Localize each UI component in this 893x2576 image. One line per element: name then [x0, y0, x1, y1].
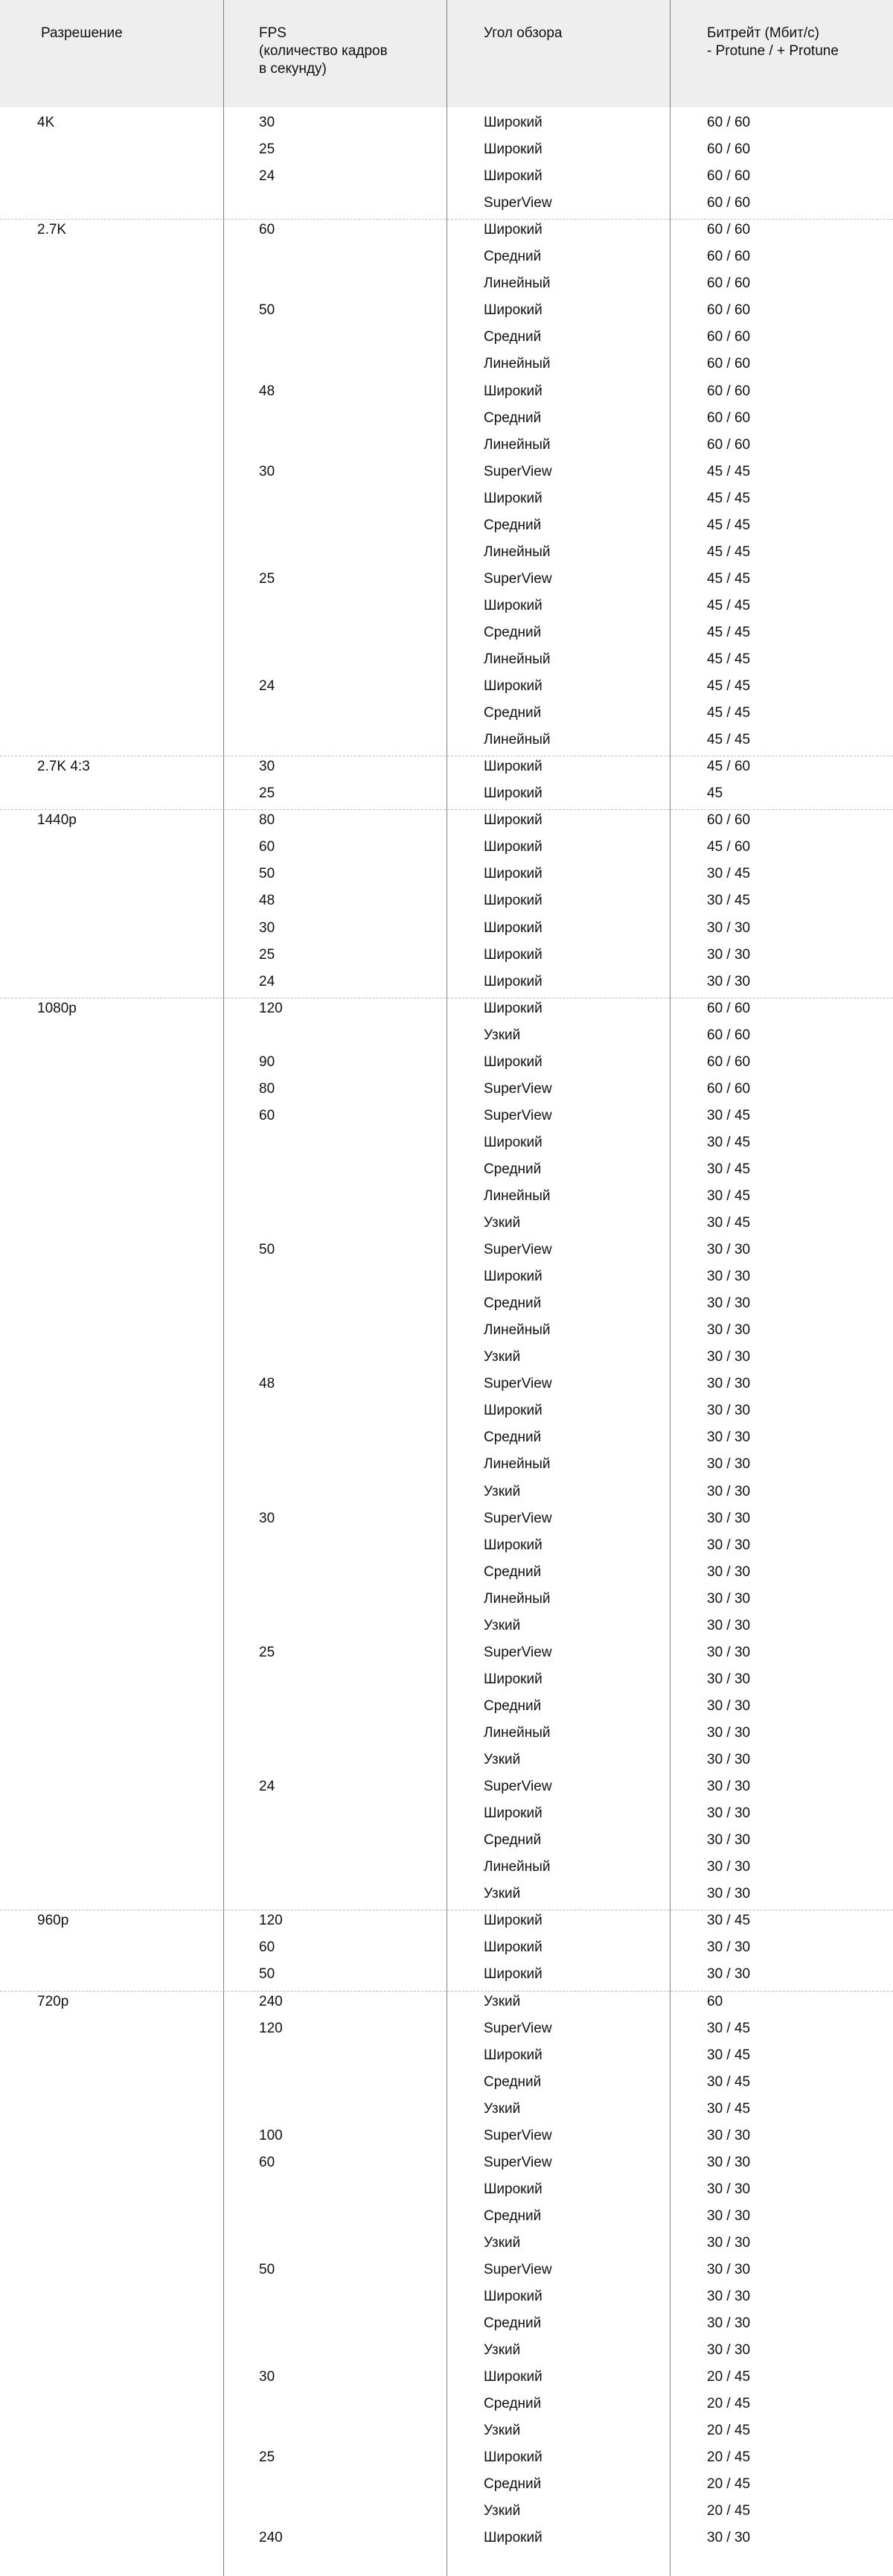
fov-cell: Широкий	[484, 866, 542, 881]
bitrate-cell: 30 / 30	[707, 2155, 751, 2170]
fps-cell: 240	[259, 1994, 283, 2009]
fov-cell: Линейный	[484, 1859, 551, 1875]
bitrate-cell: 30 / 30	[707, 2342, 751, 2358]
bitrate-cell: 30 / 45	[707, 2101, 751, 2117]
resolution-cell: 4K	[37, 115, 55, 130]
fov-cell: Узкий	[484, 1994, 521, 2009]
fov-cell: Широкий	[484, 1537, 542, 1553]
fps-cell: 30	[259, 464, 275, 479]
fov-cell: Средний	[484, 1429, 542, 1445]
bitrate-cell: 30 / 30	[707, 2235, 751, 2251]
fov-cell: Широкий	[484, 491, 542, 506]
fov-cell: Узкий	[484, 2342, 521, 2358]
group-separator	[0, 1991, 893, 1992]
fps-cell: 60	[259, 1939, 275, 1955]
fov-cell: SuperView	[484, 1779, 552, 1794]
fov-cell: SuperView	[484, 1376, 552, 1391]
bitrate-cell: 30 / 30	[707, 974, 751, 989]
fov-cell: Широкий	[484, 2181, 542, 2197]
bitrate-cell: 60 / 60	[707, 1081, 751, 1097]
fps-cell: 60	[259, 2155, 275, 2170]
fov-cell: Средний	[484, 1295, 542, 1311]
fov-cell: Широкий	[484, 383, 542, 399]
bitrate-cell: 45 / 45	[707, 625, 751, 640]
column-divider	[446, 0, 447, 2576]
fps-cell: 25	[259, 571, 275, 587]
fps-cell: 60	[259, 839, 275, 855]
bitrate-cell: 30 / 30	[707, 1966, 751, 1982]
bitrate-cell: 30 / 30	[707, 1484, 751, 1499]
bitrate-cell: 30 / 30	[707, 1429, 751, 1445]
column-divider	[223, 0, 224, 2576]
bitrate-cell: 30 / 30	[707, 2289, 751, 2304]
bitrate-cell: 60 / 60	[707, 812, 751, 828]
fov-cell: SuperView	[484, 1081, 552, 1097]
bitrate-cell: 60 / 60	[707, 168, 751, 184]
fov-cell: SuperView	[484, 1511, 552, 1526]
fps-cell: 25	[259, 2449, 275, 2465]
fov-cell: Средний	[484, 1832, 542, 1848]
fov-cell: Линейный	[484, 544, 551, 560]
bitrate-cell: 30 / 30	[707, 1725, 751, 1741]
bitrate-cell: 30 / 30	[707, 2208, 751, 2224]
bitrate-cell: 45 / 45	[707, 544, 751, 560]
resolution-cell: 1440p	[37, 812, 77, 828]
fov-cell: Широкий	[484, 1913, 542, 1928]
bitrate-cell: 60 / 60	[707, 356, 751, 372]
bitrate-cell: 30 / 30	[707, 1295, 751, 1311]
group-separator	[0, 809, 893, 810]
fov-cell: Широкий	[484, 1001, 542, 1016]
bitrate-cell: 30 / 30	[707, 1269, 751, 1284]
bitrate-cell: 30 / 45	[707, 866, 751, 881]
fps-cell: 60	[259, 222, 275, 237]
fov-cell: Средний	[484, 2315, 542, 2331]
fps-cell: 30	[259, 2369, 275, 2385]
bitrate-cell: 60	[707, 1994, 723, 2009]
fov-cell: Широкий	[484, 893, 542, 908]
bitrate-cell: 45 / 45	[707, 651, 751, 667]
header-resolution: Разрешение	[41, 25, 123, 41]
fov-cell: SuperView	[484, 1242, 552, 1257]
fov-cell: Широкий	[484, 1939, 542, 1955]
fov-cell: Линейный	[484, 1456, 551, 1472]
fps-cell: 30	[259, 115, 275, 130]
bitrate-cell: 20 / 45	[707, 2476, 751, 2492]
fov-cell: Широкий	[484, 947, 542, 963]
bitrate-cell: 30 / 30	[707, 1564, 751, 1580]
bitrate-cell: 45 / 60	[707, 759, 751, 774]
fov-cell: SuperView	[484, 195, 552, 211]
fov-cell: Узкий	[484, 1752, 521, 1767]
bitrate-cell: 30 / 30	[707, 2128, 751, 2143]
fps-cell: 50	[259, 302, 275, 318]
bitrate-cell: 30 / 30	[707, 920, 751, 936]
bitrate-cell: 30 / 45	[707, 1215, 751, 1231]
fov-cell: Широкий	[484, 2530, 542, 2545]
fps-cell: 48	[259, 1376, 275, 1391]
fov-cell: Широкий	[484, 812, 542, 828]
fov-cell: Линейный	[484, 1188, 551, 1204]
fov-cell: SuperView	[484, 2262, 552, 2277]
bitrate-cell: 60 / 60	[707, 383, 751, 399]
fov-cell: Узкий	[484, 2503, 521, 2519]
bitrate-cell: 30 / 30	[707, 1376, 751, 1391]
bitrate-cell: 30 / 30	[707, 1403, 751, 1418]
fps-cell: 50	[259, 1242, 275, 1257]
fps-cell: 25	[259, 947, 275, 963]
fov-cell: Средний	[484, 410, 542, 426]
bitrate-cell: 30 / 30	[707, 1591, 751, 1607]
fps-cell: 24	[259, 678, 275, 694]
fov-cell: Средний	[484, 2476, 542, 2492]
fps-cell: 120	[259, 2021, 283, 2036]
bitrate-cell: 45 / 45	[707, 571, 751, 587]
fov-cell: Широкий	[484, 2369, 542, 2385]
bitrate-cell: 60 / 60	[707, 437, 751, 453]
bitrate-cell: 30 / 45	[707, 1913, 751, 1928]
fps-cell: 80	[259, 1081, 275, 1097]
bitrate-cell: 45 / 60	[707, 839, 751, 855]
bitrate-cell: 60 / 60	[707, 141, 751, 157]
fps-cell: 24	[259, 1779, 275, 1794]
fps-cell: 25	[259, 1645, 275, 1660]
bitrate-cell: 30 / 30	[707, 1752, 751, 1767]
bitrate-cell: 30 / 45	[707, 1188, 751, 1204]
fov-cell: SuperView	[484, 2021, 552, 2036]
bitrate-cell: 30 / 30	[707, 1349, 751, 1365]
fov-cell: Широкий	[484, 598, 542, 613]
fov-cell: Узкий	[484, 2235, 521, 2251]
bitrate-cell: 30 / 30	[707, 1779, 751, 1794]
bitrate-cell: 30 / 45	[707, 2021, 751, 2036]
fov-cell: Средний	[484, 1161, 542, 1177]
bitrate-cell: 30 / 30	[707, 1939, 751, 1955]
bitrate-cell: 30 / 30	[707, 1832, 751, 1848]
bitrate-cell: 30 / 30	[707, 1456, 751, 1472]
fov-cell: Широкий	[484, 785, 542, 801]
fov-cell: Узкий	[484, 2101, 521, 2117]
bitrate-cell: 20 / 45	[707, 2423, 751, 2438]
resolution-cell: 720p	[37, 1994, 69, 2009]
fps-cell: 48	[259, 893, 275, 908]
fov-cell: Широкий	[484, 839, 542, 855]
bitrate-cell: 30 / 30	[707, 2530, 751, 2545]
bitrate-cell: 60 / 60	[707, 1027, 751, 1043]
fps-cell: 50	[259, 1966, 275, 1982]
fov-cell: Средний	[484, 249, 542, 264]
bitrate-cell: 30 / 30	[707, 1859, 751, 1875]
fov-cell: Широкий	[484, 141, 542, 157]
fov-cell: Линейный	[484, 1322, 551, 1338]
bitrate-cell: 45 / 45	[707, 517, 751, 533]
bitrate-cell: 45 / 45	[707, 678, 751, 694]
fov-cell: Средний	[484, 705, 542, 721]
fov-cell: Узкий	[484, 1027, 521, 1043]
fps-cell: 24	[259, 168, 275, 184]
bitrate-cell: 30 / 30	[707, 1618, 751, 1633]
fov-cell: Широкий	[484, 1671, 542, 1687]
bitrate-cell: 45	[707, 785, 723, 801]
fov-cell: Линейный	[484, 1591, 551, 1607]
fov-cell: Узкий	[484, 1886, 521, 1901]
fps-cell: 48	[259, 383, 275, 399]
bitrate-cell: 30 / 30	[707, 2262, 751, 2277]
bitrate-cell: 45 / 45	[707, 705, 751, 721]
fov-cell: Широкий	[484, 2289, 542, 2304]
bitrate-cell: 30 / 30	[707, 1886, 751, 1901]
fov-cell: Средний	[484, 1564, 542, 1580]
bitrate-cell: 60 / 60	[707, 1001, 751, 1016]
fov-cell: Средний	[484, 517, 542, 533]
bitrate-cell: 30 / 45	[707, 1161, 751, 1177]
fps-cell: 90	[259, 1054, 275, 1070]
bitrate-cell: 45 / 45	[707, 464, 751, 479]
bitrate-cell: 30 / 45	[707, 1108, 751, 1123]
bitrate-cell: 30 / 30	[707, 1242, 751, 1257]
fov-cell: Широкий	[484, 974, 542, 989]
fov-cell: Широкий	[484, 759, 542, 774]
header-fps: FPS (количество кадров в секунду)	[259, 25, 388, 77]
bitrate-cell: 30 / 30	[707, 2181, 751, 2197]
fov-cell: Узкий	[484, 1349, 521, 1365]
bitrate-cell: 30 / 45	[707, 2074, 751, 2090]
fov-cell: SuperView	[484, 2128, 552, 2143]
bitrate-cell: 30 / 45	[707, 1135, 751, 1150]
resolution-cell: 960p	[37, 1913, 69, 1928]
fov-cell: Средний	[484, 1698, 542, 1714]
bitrate-cell: 30 / 30	[707, 947, 751, 963]
bitrate-cell: 60 / 60	[707, 1054, 751, 1070]
bitrate-cell: 30 / 45	[707, 893, 751, 908]
fov-cell: Линейный	[484, 275, 551, 291]
fov-cell: SuperView	[484, 1108, 552, 1123]
fov-cell: Средний	[484, 329, 542, 345]
fov-cell: Средний	[484, 625, 542, 640]
fov-cell: Широкий	[484, 168, 542, 184]
resolution-cell: 2.7K 4:3	[37, 759, 90, 774]
fps-cell: 30	[259, 1511, 275, 1526]
bitrate-cell: 30 / 30	[707, 1698, 751, 1714]
fov-cell: Средний	[484, 2396, 542, 2411]
bitrate-cell: 30 / 30	[707, 1511, 751, 1526]
bitrate-cell: 20 / 45	[707, 2396, 751, 2411]
bitrate-cell: 60 / 60	[707, 302, 751, 318]
resolution-cell: 1080p	[37, 1001, 77, 1016]
fps-cell: 30	[259, 920, 275, 936]
bitrate-cell: 30 / 30	[707, 1645, 751, 1660]
fov-cell: Линейный	[484, 356, 551, 372]
bitrate-cell: 30 / 30	[707, 1537, 751, 1553]
fov-cell: Широкий	[484, 1805, 542, 1821]
fov-cell: Широкий	[484, 302, 542, 318]
fov-cell: SuperView	[484, 571, 552, 587]
fov-cell: Линейный	[484, 651, 551, 667]
fps-cell: 60	[259, 1108, 275, 1123]
fov-cell: Широкий	[484, 2047, 542, 2063]
fps-cell: 240	[259, 2530, 283, 2545]
fov-cell: Линейный	[484, 437, 551, 453]
fps-cell: 25	[259, 785, 275, 801]
fov-cell: Узкий	[484, 2423, 521, 2438]
fps-cell: 50	[259, 2262, 275, 2277]
bitrate-cell: 20 / 45	[707, 2369, 751, 2385]
fov-cell: Широкий	[484, 115, 542, 130]
header-field-of-view: Угол обзора	[484, 25, 563, 41]
fov-cell: Широкий	[484, 2449, 542, 2465]
fov-cell: SuperView	[484, 2155, 552, 2170]
fov-cell: Широкий	[484, 222, 542, 237]
fps-cell: 50	[259, 866, 275, 881]
fps-cell: 120	[259, 1913, 283, 1928]
bitrate-cell: 20 / 45	[707, 2449, 751, 2465]
fps-cell: 120	[259, 1001, 283, 1016]
fov-cell: Широкий	[484, 1269, 542, 1284]
header-bitrate: Битрейт (Мбит/с) - Protune / + Protune	[707, 25, 839, 59]
group-separator	[0, 219, 893, 220]
fps-cell: 24	[259, 974, 275, 989]
fov-cell: Широкий	[484, 920, 542, 936]
fps-cell: 30	[259, 759, 275, 774]
bitrate-cell: 20 / 45	[707, 2503, 751, 2519]
bitrate-cell: 45 / 45	[707, 598, 751, 613]
bitrate-cell: 30 / 30	[707, 1671, 751, 1687]
fov-cell: Широкий	[484, 1966, 542, 1982]
bitrate-cell: 60 / 60	[707, 329, 751, 345]
fov-cell: Широкий	[484, 1403, 542, 1418]
bitrate-cell: 30 / 30	[707, 2315, 751, 2331]
fps-cell: 100	[259, 2128, 283, 2143]
bitrate-cell: 60 / 60	[707, 195, 751, 211]
bitrate-cell: 30 / 30	[707, 1805, 751, 1821]
bitrate-cell: 45 / 45	[707, 491, 751, 506]
fov-cell: Средний	[484, 2208, 542, 2224]
bitrate-cell: 45 / 45	[707, 732, 751, 747]
fov-cell: SuperView	[484, 1645, 552, 1660]
fov-cell: Узкий	[484, 1484, 521, 1499]
fps-cell: 80	[259, 812, 275, 828]
fov-cell: Узкий	[484, 1618, 521, 1633]
bitrate-cell: 60 / 60	[707, 222, 751, 237]
fov-cell: Широкий	[484, 678, 542, 694]
resolution-cell: 2.7K	[37, 222, 67, 237]
bitrate-cell: 60 / 60	[707, 115, 751, 130]
fov-cell: Узкий	[484, 1215, 521, 1231]
bitrate-cell: 60 / 60	[707, 249, 751, 264]
fov-cell: Широкий	[484, 1054, 542, 1070]
fov-cell: Средний	[484, 2074, 542, 2090]
bitrate-cell: 30 / 30	[707, 1322, 751, 1338]
fov-cell: Линейный	[484, 1725, 551, 1741]
bitrate-cell: 30 / 45	[707, 2047, 751, 2063]
fov-cell: SuperView	[484, 464, 552, 479]
fps-cell: 25	[259, 141, 275, 157]
fov-cell: Линейный	[484, 732, 551, 747]
fov-cell: Широкий	[484, 1135, 542, 1150]
bitrate-cell: 60 / 60	[707, 410, 751, 426]
bitrate-cell: 60 / 60	[707, 275, 751, 291]
